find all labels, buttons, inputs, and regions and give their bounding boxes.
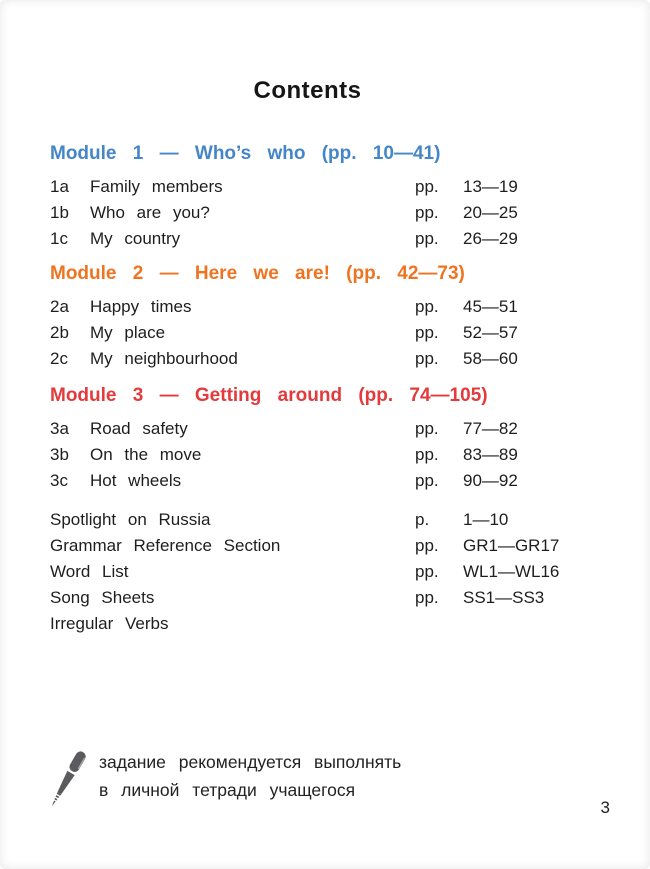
item-label: Happy times xyxy=(90,297,192,316)
item-label: Spotlight on Russia xyxy=(50,510,211,529)
toc-row xyxy=(50,416,565,442)
toc-row xyxy=(50,174,565,200)
toc-row xyxy=(50,226,565,252)
pen-icon xyxy=(45,746,89,814)
page-abbr: pp. xyxy=(415,562,439,581)
module-2-heading: Module 2 — Here we are! (pp. 42—73) xyxy=(50,263,465,284)
module-3-rows xyxy=(50,416,565,494)
page-abbr: pp. xyxy=(415,588,439,607)
item-label: On the move xyxy=(90,445,202,464)
toc-row xyxy=(50,611,565,637)
page-abbr: pp. xyxy=(415,419,439,438)
item-number: 3a xyxy=(50,419,69,438)
item-number: 1a xyxy=(50,177,69,196)
module-1-rows xyxy=(50,174,565,252)
page-range: 1—10 xyxy=(463,510,509,529)
item-label: Family members xyxy=(90,177,223,196)
note-line-1: задание рекомендуется выполнять xyxy=(99,752,402,772)
page-abbr: pp. xyxy=(415,203,439,222)
item-label: My country xyxy=(90,229,181,248)
page-abbr: pp. xyxy=(415,471,439,490)
back-matter-rows xyxy=(50,507,565,637)
page-abbr: pp. xyxy=(415,297,439,316)
item-label: Who are you? xyxy=(90,203,210,222)
toc-row xyxy=(50,507,565,533)
note-line-2: в личной тетради учащегося xyxy=(99,780,356,800)
item-label: Song Sheets xyxy=(50,588,155,607)
toc-row xyxy=(50,468,565,494)
page-abbr: pp. xyxy=(415,229,439,248)
module-2-rows xyxy=(50,294,565,372)
page-range: 83—89 xyxy=(463,445,518,464)
item-label: My neighbourhood xyxy=(90,349,238,368)
page-range: GR1—GR17 xyxy=(463,536,560,555)
module-1-heading: Module 1 — Who’s who (pp. 10—41) xyxy=(50,143,441,164)
item-number: 2b xyxy=(50,323,69,342)
page-abbr: pp. xyxy=(415,177,439,196)
item-label: Road safety xyxy=(90,419,188,438)
item-label: My place xyxy=(90,323,166,342)
module-3-heading: Module 3 — Getting around (pp. 74—105) xyxy=(50,385,488,406)
page-title: Contents xyxy=(253,77,362,104)
page-range: WL1—WL16 xyxy=(463,562,560,581)
page-number: 3 xyxy=(600,798,610,817)
toc-row xyxy=(50,346,565,372)
item-number: 1b xyxy=(50,203,69,222)
page-range: 90—92 xyxy=(463,471,518,490)
page-range: 58—60 xyxy=(463,349,518,368)
page-range: 20—25 xyxy=(463,203,518,222)
page-range: 13—19 xyxy=(463,177,518,196)
page-abbr: pp. xyxy=(415,536,439,555)
item-label: Hot wheels xyxy=(90,471,182,490)
page-abbr: p. xyxy=(415,510,430,529)
page-range: 52—57 xyxy=(463,323,518,342)
item-label: Word List xyxy=(50,562,129,581)
page-range: 45—51 xyxy=(463,297,518,316)
note-text xyxy=(99,748,401,804)
toc-row xyxy=(50,320,565,346)
item-number: 3c xyxy=(50,471,68,490)
toc-row xyxy=(50,294,565,320)
page-range: 77—82 xyxy=(463,419,518,438)
item-number: 2a xyxy=(50,297,69,316)
item-label: Grammar Reference Section xyxy=(50,536,281,555)
toc-row xyxy=(50,442,565,468)
toc-row xyxy=(50,533,565,559)
item-number: 2c xyxy=(50,349,68,368)
item-number: 3b xyxy=(50,445,69,464)
workbook-note xyxy=(45,746,401,814)
item-label: Irregular Verbs xyxy=(50,614,169,633)
page-range: 26—29 xyxy=(463,229,518,248)
page-abbr: pp. xyxy=(415,323,439,342)
page-range: SS1—SS3 xyxy=(463,588,545,607)
item-number: 1c xyxy=(50,229,68,248)
page-abbr: pp. xyxy=(415,349,439,368)
page-abbr: pp. xyxy=(415,445,439,464)
toc-row xyxy=(50,585,565,611)
toc-row xyxy=(50,559,565,585)
toc-row xyxy=(50,200,565,226)
